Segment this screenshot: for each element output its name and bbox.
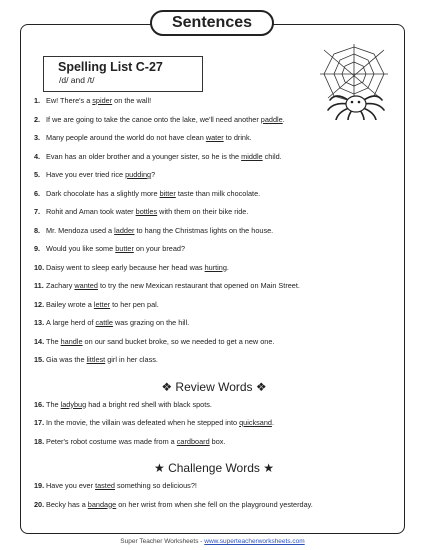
spelling-word: wanted [74,281,98,290]
spelling-word: bandage [87,499,117,509]
spelling-word: water [205,133,224,142]
sentence-text: Bailey wrote a [46,299,94,309]
section-heading: ★ Challenge Words ★ [153,461,274,475]
sentence-text: to her pen pal. [110,299,159,309]
sentence-item [34,355,394,374]
sentence-text: . [226,262,229,272]
item-number: 16. [34,399,45,409]
sentence-text: something so delicious?! [114,481,197,490]
item-number: 11. [34,281,44,290]
sentence-text: Zachary [46,281,75,290]
sentence-text: Mr. Mendoza used a [46,225,115,235]
sentence-text: Peter's robot costume was made from a [46,436,177,446]
sentence-text: to drink. [223,133,252,142]
item-number: 8. [34,225,41,235]
sentence-text: . [271,418,274,427]
spelling-word: cattle [95,318,113,327]
sentence-text: Have you ever [46,481,96,490]
sentence-text: was grazing on the hill. [112,318,190,327]
sentence-text: Many people around the world do not have clean [46,133,206,142]
spelling-word: quicksand [239,418,272,427]
spelling-word: ladybug [60,399,87,409]
sentence-list [34,96,394,518]
item-number: 6. [34,188,41,198]
sentence-item [34,318,394,337]
sentence-item [34,437,394,456]
sentence-item [34,263,394,282]
sentence-text: Gia was the [46,355,87,364]
sentence-text: In the movie, the villain was defeated when he stepped into [46,418,240,427]
item-number: 19. [34,481,45,490]
spelling-word: middle [241,151,263,161]
item-number: 18. [34,436,45,446]
spelling-word: letter [93,299,111,309]
sentence-text: on your bread? [133,244,186,253]
sentence-item [34,500,394,519]
sentence-text: had a bright red shell with black spots. [86,399,212,409]
spelling-word: littlest [86,355,106,364]
sentence-text: . [282,114,285,124]
sentence-item [34,115,394,134]
sentence-item [34,300,394,319]
sentence-item [34,152,394,171]
spelling-word: cardboard [176,436,210,446]
sentence-text: Would you like some [46,244,116,253]
list-sounds: /d/ and /t/ [59,75,95,85]
footer [0,538,425,545]
sentence-text: with them on their bike ride. [157,207,249,216]
sentence-text: Dark chocolate has a slightly more [46,188,160,198]
sentence-text: box. [209,436,226,446]
sentence-text: Rohit and Aman took water [46,207,136,216]
sentence-item [34,96,394,115]
list-title: Spelling List C-27 [58,60,163,74]
sentence-text: The [46,336,61,346]
item-number: 15. [34,355,45,364]
item-number: 7. [34,207,41,216]
spelling-word: spider [92,96,113,105]
item-number: 1. [34,96,41,105]
sentence-text: on the wall! [112,96,152,105]
item-number: 3. [34,133,41,142]
footer-link[interactable]: www.superteacherworksheets.com [204,538,305,545]
spelling-list-box [43,56,203,92]
sentence-text: to try the new Mexican restaurant that opened on Main Street. [97,281,300,290]
sentence-item [34,281,394,300]
sentence-text: Evan has an older brother and a younger sister, so he is the [46,151,242,161]
page-title: Sentences [150,10,274,36]
footer-brand: Super Teacher Worksheets - [120,538,205,545]
spelling-word: butter [115,244,134,253]
sentence-text: taste than milk chocolate. [175,188,261,198]
sentence-text: If we are going to take the canoe onto the lake, we'll need another [46,114,261,124]
sentence-item [34,244,394,263]
item-number: 9. [34,244,41,253]
spelling-word: hurting [204,262,227,272]
spelling-word: bitter [159,188,176,198]
sentence-text: girl in her class. [105,355,158,364]
item-number: 13. [34,318,45,327]
sentence-item [34,481,394,500]
sentence-text: to hang the Christmas lights on the house. [134,225,274,235]
sentence-item [34,337,394,356]
item-number: 5. [34,170,41,179]
item-number: 2. [34,114,41,124]
item-number: 4. [34,151,41,161]
spelling-word: pudding [125,170,152,179]
item-number: 20. [34,499,45,509]
sentence-item [34,207,394,226]
sentence-item [34,133,394,152]
sentence-item [34,226,394,245]
sentence-text: Becky has a [46,499,88,509]
spelling-word: paddle [260,114,283,124]
spelling-word: tasted [95,481,115,490]
item-number: 10. [34,262,45,272]
spelling-word: ladder [114,225,135,235]
sentence-text: on her wrist from when she fell on the playground yesterday. [116,499,313,509]
item-number: 14. [34,336,45,346]
sentence-text: Daisy went to sleep early because her head was [46,262,205,272]
sentence-text: A large herd of [46,318,96,327]
sentence-text: child. [262,151,282,161]
sentence-item [34,400,394,419]
sentence-item [34,170,394,189]
item-number: 17. [34,418,45,427]
sentence-item [34,418,394,437]
spelling-word: handle [60,336,83,346]
sentence-text: Ew! There's a [46,96,93,105]
sentence-text: Have you ever tried rice [46,170,126,179]
sentence-item [34,189,394,208]
section-heading: ❖ Review Words ❖ [161,379,267,394]
sentence-text: on our sand bucket broke, so we needed to get a new one. [82,336,275,346]
sentence-text: ? [151,170,156,179]
spelling-word: bottles [135,207,158,216]
sentence-text: The [46,399,61,409]
item-number: 12. [34,299,45,309]
